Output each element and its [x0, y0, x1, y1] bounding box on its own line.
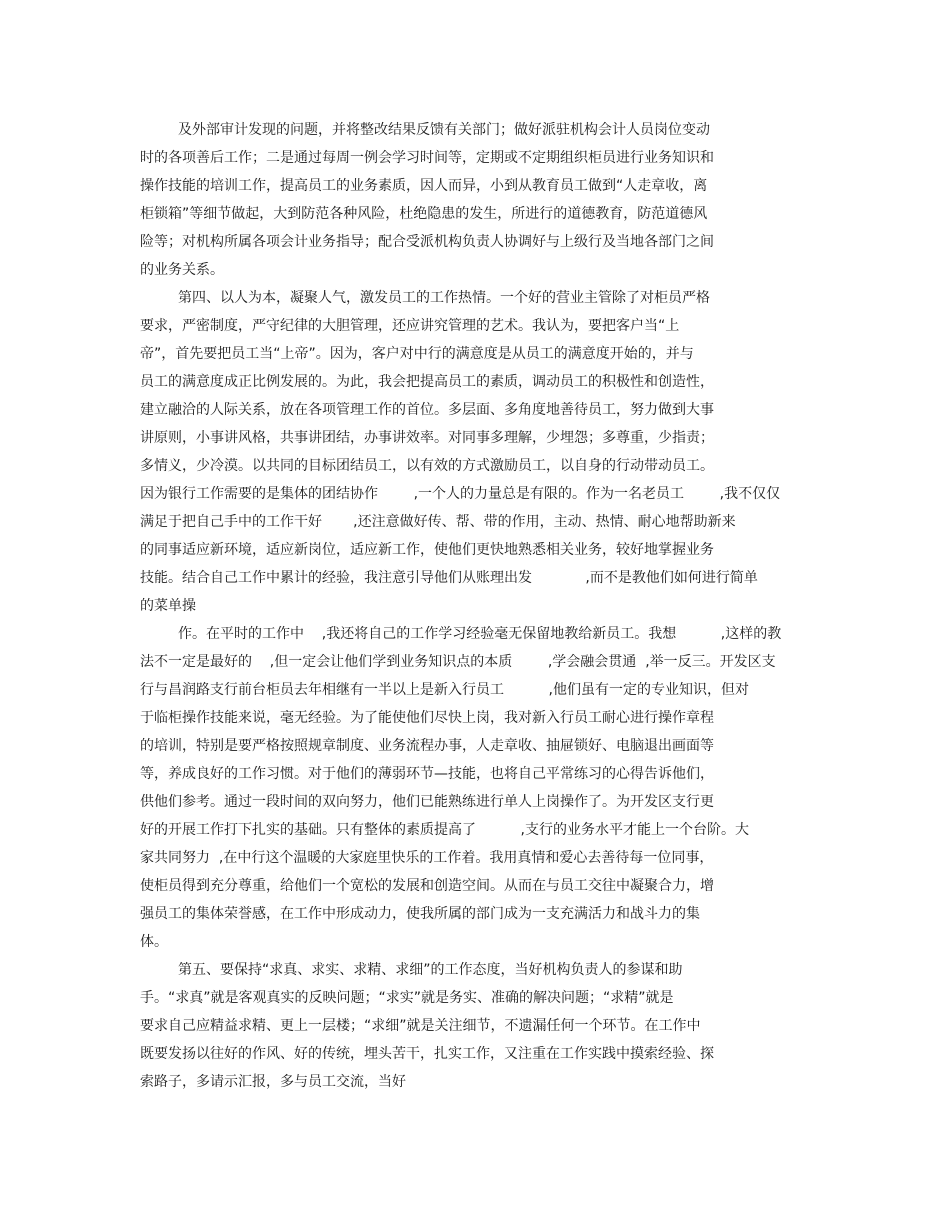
text-line: 的培训，特别是要严格按照规章制度、业务流程办事，人走章收、抽屉锁好、电脑退出画面等	[140, 738, 714, 754]
text-line: 讲原则，小事讲风格，共事讲团结，办事讲效率。对同事多理解，少埋怨；多尊重，少指责；	[140, 430, 714, 446]
text-line: 柜锁箱”等细节做起，大到防范各种风险，杜绝隐患的发生，所进行的道德教育，防范道德风	[140, 206, 708, 222]
text-line: 帝”，首先要把员工当“上帝”。因为，客户对中行的满意度是从员工的满意度开始的，并与	[140, 346, 694, 362]
text-line: 索路子，多请示汇报，多与员工交流，当好	[140, 1074, 406, 1090]
text-line: 及外部审计发现的问题，并将整改结果反馈有关部门；做好派驻机构会计人员岗位变动	[178, 122, 710, 138]
text-line: 操作技能的培训工作，提高员工的业务素质，因人而异，小到从教育员工做到“人走章收，离	[140, 178, 708, 194]
text-line: 险等；对机构所属各项会计业务指导；配合受派机构负责人协调好与上级行及当地各部门之间	[140, 234, 714, 250]
text-line: 第四、以人为本，凝聚人气，激发员工的工作热情。一个好的营业主管除了对柜员严格	[178, 290, 710, 306]
text-line: 时的各项善后工作；二是通过每周一例会学习时间等，定期或不定期组织柜员进行业务知识和	[140, 150, 714, 166]
text-line: 的同事适应新环境，适应新岗位，适应新工作，使他们更快地熟悉相关业务，较好地掌握业务	[140, 542, 714, 558]
text-line: 行与昌润路支行前台柜员去年相继有一半以上是新入行员工 ,他们虽有一定的专业知识，但对	[140, 682, 749, 698]
text-line: 建立融洽的人际关系，放在各项管理工作的首位。多层面、多角度地善待员工，努力做到大事	[140, 402, 714, 418]
text-line: 于临柜操作技能来说，毫无经验。为了能使他们尽快上岗，我对新入行员工耐心进行操作章程	[140, 710, 714, 726]
text-line: 等，养成良好的工作习惯。对于他们的薄弱环节—技能，也将自己平常练习的心得告诉他们，	[140, 766, 714, 782]
text-line: 多情义，少冷漠。以共同的目标团结员工，以有效的方式激励员工，以自身的行动带动员工。	[140, 458, 714, 474]
text-line: 手。“求真”就是客观真实的反映问题；“求实”就是务实、准确的解决问题；“求精”就是	[140, 990, 674, 1006]
text-line: 满足于把自己手中的工作干好 ,还注意做好传、帮、带的作用，主动、热情、耐心地帮助新来	[140, 514, 736, 530]
text-line: 法不一定是最好的 ,但一定会让他们学到业务知识点的本质 ,学会融会贯通 ,举一反三。开发区支	[140, 654, 776, 670]
text-line: 强员工的集体荣誉感，在工作中形成动力，使我所属的部门成为一支充满活力和战斗力的集	[140, 906, 700, 922]
text-line: 体。	[140, 934, 168, 950]
text-line: 要求自己应精益求精、更上一层楼；“求细”就是关注细节，不遗漏任何一个环节。在工作中	[140, 1018, 701, 1034]
text-line: 的业务关系。	[140, 262, 224, 278]
text-line: 要求，严密制度，严守纪律的大胆管理，还应讲究管理的艺术。我认为，要把客户当“上	[140, 318, 680, 334]
text-line: 供他们参考。通过一段时间的双向努力，他们已能熟练进行单人上岗操作了。为开发区支行更	[140, 794, 714, 810]
text-line: 技能。结合自己工作中累计的经验，我注意引导他们从账理出发 ,而不是教他们如何进行简单	[140, 570, 758, 586]
text-line: 的菜单操	[140, 598, 196, 614]
text-line: 员工的满意度成正比例发展的。为此，我会把提高员工的素质，调动员工的积极性和创造性，	[140, 374, 714, 390]
text-line: 因为银行工作需要的是集体的团结协作 ,一个人的力量总是有限的。作为一名老员工 ,我不仅仅	[140, 486, 781, 502]
text-line: 第五、要保持“求真、求实、求精、求细”的工作态度，当好机构负责人的参谋和助	[178, 962, 683, 978]
text-line: 好的开展工作打下扎实的基础。只有整体的素质提高了 ,支行的业务水平才能上一个台阶。大	[140, 822, 749, 838]
text-line: 家共同努力 ,在中行这个温暖的大家庭里快乐的工作着。我用真情和爱心去善待每一位同事，	[140, 850, 714, 866]
text-line: 作。在平时的工作中 ,我还将自己的工作学习经验毫无保留地教给新员工。我想 ,这样的教	[178, 626, 782, 642]
text-line: 既要发扬以往好的作风、好的传统，埋头苦干，扎实工作，又注重在工作实践中摸索经验、探	[140, 1046, 714, 1062]
text-line: 使柜员得到充分尊重，给他们一个宽松的发展和创造空间。从而在与员工交往中凝聚合力，增	[140, 878, 714, 894]
